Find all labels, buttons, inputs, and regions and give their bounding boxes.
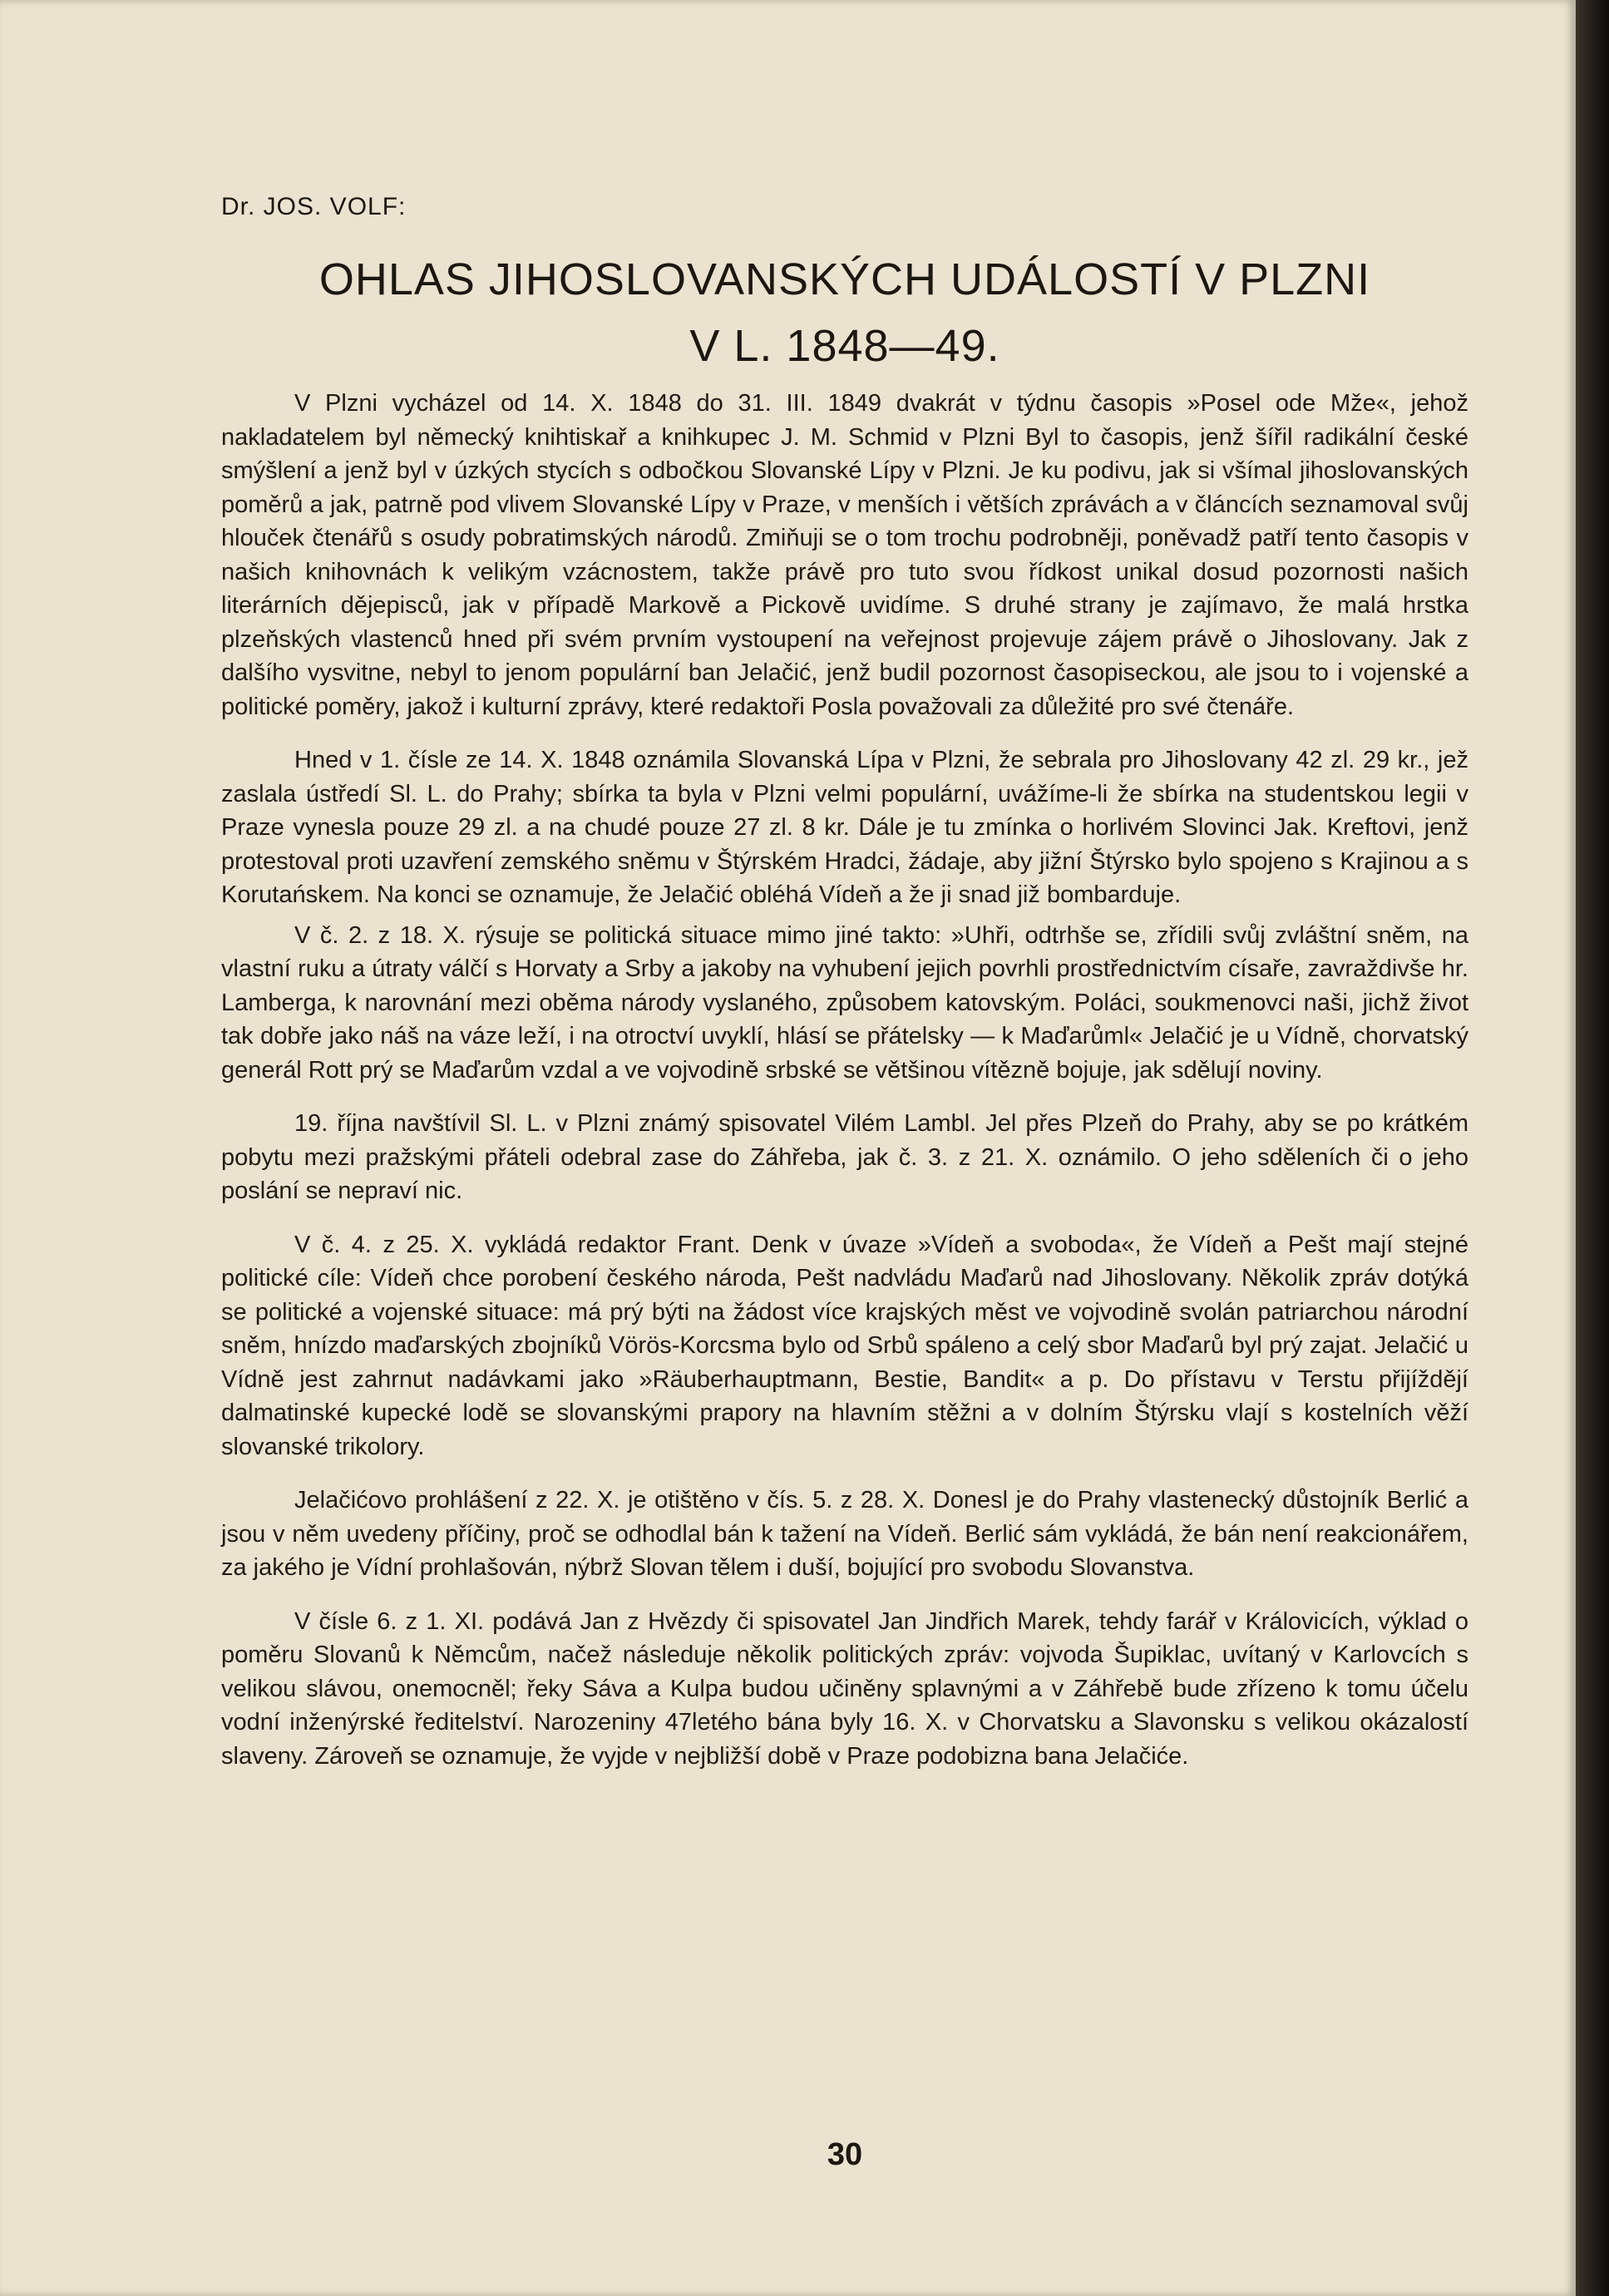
- paragraph-2: Hned v 1. čísle ze 14. X. 1848 oznámila Slovanská Lípa v Plzni, že sebrala pro Jihoslovany 42 zl. 29 kr., jež zaslala ústředí Sl. L. do Prahy; sbírka ta byla v Plzni velmi populární, uvážíme-li že sbírka na studentskou legii v Praze vynesla pouze 29 zl. a na chudé pouze 27 zl. 8 kr. Dále je tu zmínka o horlivém Slovinci Jak. Kreftovi, jenž protestoval proti uzavření zemského sněmu v Štýrském Hradci, žádaje, aby jižní Štýrsko bylo spojeno s Krajinou a s Korutańskem. Na konci se oznamuje, že Jelačić obléhá Vídeň a že ji snad již bombarduje.: [221, 747, 1468, 908]
- paragraph-7: V čísle 6. z 1. XI. podává Jan z Hvězdy či spisovatel Jan Jindřich Marek, tehdy farář v Královicích, výklad o poměru Slovanů k Němcům, načež následuje několik politických zpráv: vojvoda Šupiklac, uvítaný v Karlovcích s velikou slávou, onemocněl; řeky Sáva a Kulpa budou učiněny splavnými a v Záhřebě bude zřízeno k tomu účelu vodní inženýrské ředitelství. Narozeniny 47letého bána byly 16. X. v Chorvatsku a Slavonsku s velikou okázalostí slaveny. Zároveň se oznamuje, že vyjde v nejbližší době v Praze podobizna bana Jelačiće.: [221, 1607, 1468, 1770]
- paragraph-6: Jelačićovo prohlášení z 22. X. je otištěno v čís. 5. z 28. X. Donesl je do Prahy vlastenecký důstojník Berlić a jsou v něm uvedeny příčiny, proč se odhodlal bán k tažení na Vídeň. Berlić sám vykládá, že bán není reakcionářem, za jakého je Vídní prohlašován, nýbrž Slovan tělem i duší, bojující pro svobodu Slovanstva.: [221, 1487, 1468, 1581]
- book-binding-edge: [1576, 0, 1609, 2296]
- paragraph-1: V Plzni vycházel od 14. X. 1848 do 31. III. 1849 dvakrát v týdnu časopis »Posel ode Mže«, jehož nakladatelem byl německý knihtiskař a knihkupec J. M. Schmid v Plzni Byl to časopis, jenž šířil radikální české smýšlení a jenž byl v úzkých stycích s odbočkou Slovanské Lípy v Plzni. Je ku podivu, jak si všímal jihoslovanských poměrů a jak, patrně pod vlivem Slovanské Lípy v Praze, v menších i větších zprávách a v článcích seznamoval svůj hlouček čtenářů s osudy pobratimských národů. Zmiňuji se o tom trochu podrobněji, poněvadž patří tento časopis v našich knihovnách k velikým vzácnostem, takže právě pro tuto svou řídkost unikal dosud pozornosti našich literárních dějepisců, jak v případě Markově a Pickově uvidíme. S druhé strany je zajímavo, že malá hrstka plzeňských vlastenců hned při svém prvním vystoupení na veřejnost projevuje zájem právě o Jihoslovany. Jak z dalšího vysvitne, nebyl to jenom populární ban Jelačić, jenž budil pozornost časopiseckou, ale jsou to i vojenské a politické poměry, jakož i kulturní zprávy, které redaktoři Posla považovali za důležité pro své čtenáře.: [221, 390, 1468, 720]
- paragraph-5: V č. 4. z 25. X. vykládá redaktor Frant. Denk v úvaze »Vídeň a svoboda«, že Vídeň a Pešt mají stejné politické cíle: Vídeň chce porobení českého národa, Pešt nadvládu Maďarů nad Jihoslovany. Několik zpráv dotýká se politické a vojenské situace: má prý býti na žádost více krajských měst ve vojvodině svolán patriarchou národní sněm, hnízdo maďarských zbojníků Vörös-Korcsma bylo od Srbů spáleno a celý sbor Maďarů byl prý zajat. Jelačić u Vídně jest zahrnut nadávkami jako »Räuberhauptmann, Bestie, Bandit« a p. Do přístavu v Terstu přijíždějí dalmatinské kupecké lodě se slovanskými prapory na hlavním stěžni a v dolním Štýrsku vlají s kostelních věží slovanské trikolory.: [221, 1231, 1468, 1460]
- author-line: Dr. JOS. VOLF:: [221, 193, 407, 220]
- article-body: [221, 387, 1468, 1773]
- paragraph-4: 19. října navštívil Sl. L. v Plzni známý spisovatel Vilém Lambl. Jel přes Plzeň do Prahy, aby se po krátkém pobytu mezi pražskými přáteli odebral zase do Záhřeba, jak č. 3. z 21. X. oznámilo. O jeho sděleních či o jeho poslání se nepraví nic.: [221, 1110, 1468, 1204]
- article-title-line-2: V L. 1848—49.: [689, 321, 1000, 371]
- paragraph-3: V č. 2. z 18. X. rýsuje se politická situace mimo jiné takto: »Uhři, odtrhše se, zřídili svůj zvláštní sněm, na vlastní ruku a útraty válčí s Horvaty a Srby a jakoby na vyhubení jejich povrhli prostřednictvím císaře, zavraždivše hr. Lamberga, k narovnání mezi oběma národy vyslaného, způsobem katovským. Poláci, soukmenovci naši, jichž život tak dobře jako náš na váze leží, i na otroctví uvyklí, hlásí se přátelsky — k Maďarůml« Jelačić je u Vídně, chorvatský generál Rott prý se Maďarům vzdal a ve vojvodině srbské se většinou vítězně bojuje, jak sdělují noviny.: [221, 921, 1468, 1084]
- page-number: 30: [827, 2137, 863, 2172]
- article-title-line-1: OHLAS JIHOSLOVANSKÝCH UDÁLOSTÍ V PLZNI: [318, 254, 1371, 304]
